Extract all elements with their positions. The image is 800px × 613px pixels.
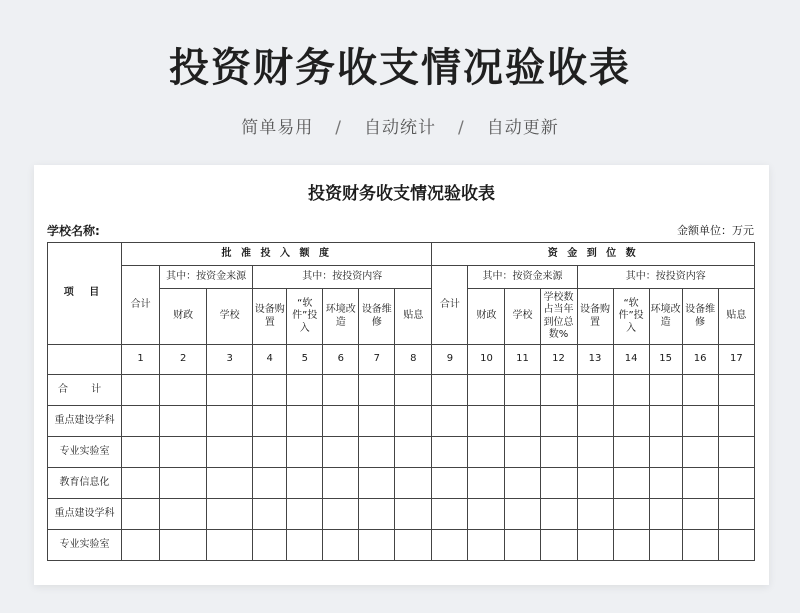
page-title: 投资财务收支情况验收表 [169,45,631,91]
column-number: 5 [287,345,323,375]
value-cell[interactable] [207,468,253,499]
value-cell[interactable] [359,437,395,468]
tag-easy: 简单易用 [241,118,314,138]
col-header: 学校 [207,289,253,345]
value-cell[interactable] [359,468,395,499]
col-header: 学校数占当年到位总数% [540,289,577,345]
value-cell[interactable] [395,499,432,530]
row-label: 专业实验室 [48,530,122,561]
value-cell[interactable] [207,406,253,437]
column-number: 16 [682,345,718,375]
value-cell[interactable] [432,530,468,561]
column-number-row [48,345,755,375]
column-number: 10 [468,345,505,375]
source-subheader: 其中：按资金来源 [468,266,577,289]
value-cell[interactable] [207,499,253,530]
content-subheader: 其中：按投资内容 [577,266,754,289]
value-cell[interactable] [649,468,682,499]
value-cell[interactable] [122,437,160,468]
value-cell[interactable] [253,406,287,437]
value-cell[interactable] [505,530,540,561]
source-subheader: 其中：按资金来源 [160,266,253,289]
row-label: 重点建设学科 [48,406,122,437]
value-cell[interactable] [323,437,359,468]
value-cell[interactable] [395,530,432,561]
table-row [48,437,755,468]
value-cell[interactable] [718,530,754,561]
value-cell[interactable] [432,375,468,406]
col-header: 贴息 [395,289,432,345]
tag-separator: / [335,118,342,138]
value-cell[interactable] [505,437,540,468]
value-cell[interactable] [122,499,160,530]
group-funds-header: 资 金 到 位 数 [432,243,755,266]
col-header: 设备购置 [253,289,287,345]
value-cell[interactable] [682,437,718,468]
value-cell[interactable] [540,437,577,468]
value-cell[interactable] [323,468,359,499]
value-cell[interactable] [718,499,754,530]
amount-unit-label: 金额单位：万元 [677,224,754,237]
value-cell[interactable] [160,499,207,530]
value-cell[interactable] [613,530,649,561]
value-cell[interactable] [577,375,613,406]
value-cell[interactable] [682,406,718,437]
column-number: 12 [540,345,577,375]
column-number: 2 [160,345,207,375]
column-number: 8 [395,345,432,375]
col-header: 环境改造 [649,289,682,345]
col-header: 设备维修 [682,289,718,345]
value-cell[interactable] [613,406,649,437]
value-cell[interactable] [468,530,505,561]
tag-separator: / [458,118,465,138]
value-cell[interactable] [122,468,160,499]
value-cell[interactable] [287,499,323,530]
column-number: 3 [207,345,253,375]
document-title: 投资财务收支情况验收表 [308,184,495,204]
value-cell[interactable] [468,375,505,406]
total-col-header: 合计 [122,266,160,345]
value-cell[interactable] [682,468,718,499]
value-cell[interactable] [577,530,613,561]
value-cell[interactable] [323,499,359,530]
row-label: 专业实验室 [48,437,122,468]
table-row [48,406,755,437]
column-number: 17 [718,345,754,375]
value-cell[interactable] [359,375,395,406]
value-cell[interactable] [253,499,287,530]
value-cell[interactable] [253,530,287,561]
value-cell[interactable] [540,468,577,499]
value-cell[interactable] [682,530,718,561]
value-cell[interactable] [253,468,287,499]
row-label: 教育信息化 [48,468,122,499]
table-row [48,375,755,406]
value-cell[interactable] [253,375,287,406]
value-cell[interactable] [718,468,754,499]
row-label: 重点建设学科 [48,499,122,530]
col-header: “软件”投入 [613,289,649,345]
value-cell[interactable] [649,499,682,530]
value-cell[interactable] [160,530,207,561]
value-cell[interactable] [540,375,577,406]
col-header: 财政 [160,289,207,345]
value-cell[interactable] [287,375,323,406]
col-header: 学校 [505,289,540,345]
value-cell[interactable] [577,499,613,530]
value-cell[interactable] [468,468,505,499]
value-cell[interactable] [287,468,323,499]
value-cell[interactable] [540,499,577,530]
value-cell[interactable] [160,468,207,499]
value-cell[interactable] [122,406,160,437]
value-cell[interactable] [468,437,505,468]
value-cell[interactable] [395,375,432,406]
value-cell[interactable] [359,499,395,530]
column-number: 11 [505,345,540,375]
feature-tags [0,113,800,138]
value-cell[interactable] [395,437,432,468]
value-cell[interactable] [122,375,160,406]
content-subheader: 其中：按投资内容 [253,266,432,289]
value-cell[interactable] [323,406,359,437]
value-cell[interactable] [613,499,649,530]
value-cell[interactable] [649,375,682,406]
value-cell[interactable] [359,530,395,561]
value-cell[interactable] [287,530,323,561]
column-number: 14 [613,345,649,375]
column-number: 4 [253,345,287,375]
value-cell[interactable] [468,406,505,437]
column-number: 7 [359,345,395,375]
col-header: “软件”投入 [287,289,323,345]
col-header: 环境改造 [323,289,359,345]
value-cell[interactable] [613,437,649,468]
value-cell[interactable] [577,406,613,437]
value-cell[interactable] [540,406,577,437]
value-cell[interactable] [323,530,359,561]
total-col-header: 合计 [432,266,468,345]
value-cell[interactable] [395,406,432,437]
col-header: 设备购置 [577,289,613,345]
value-cell[interactable] [540,530,577,561]
tag-auto-stat: 自动统计 [364,118,436,138]
value-cell[interactable] [505,406,540,437]
column-number: 6 [323,345,359,375]
table-row [48,468,755,499]
value-cell[interactable] [432,437,468,468]
value-cell[interactable] [122,530,160,561]
value-cell[interactable] [395,468,432,499]
value-cell[interactable] [718,437,754,468]
value-cell[interactable] [160,437,207,468]
col-header: 贴息 [718,289,754,345]
column-number: 15 [649,345,682,375]
value-cell[interactable] [253,437,287,468]
column-number: 13 [577,345,613,375]
value-cell[interactable] [323,375,359,406]
value-cell[interactable] [577,437,613,468]
value-cell[interactable] [287,406,323,437]
value-cell[interactable] [468,499,505,530]
value-cell[interactable] [160,406,207,437]
value-cell[interactable] [207,530,253,561]
value-cell[interactable] [207,375,253,406]
value-cell[interactable] [613,468,649,499]
value-cell[interactable] [505,499,540,530]
value-cell[interactable] [682,499,718,530]
tag-auto-update: 自动更新 [486,118,559,138]
value-cell[interactable] [207,437,253,468]
school-name-label: 学校名称: [47,224,100,238]
group-approved-header: 批 准 投 入 额 度 [122,243,432,266]
value-cell[interactable] [359,406,395,437]
value-cell[interactable] [649,437,682,468]
value-cell[interactable] [160,375,207,406]
item-header: 项 目 [48,243,122,345]
value-cell[interactable] [432,406,468,437]
value-cell[interactable] [613,375,649,406]
value-cell[interactable] [718,375,754,406]
value-cell[interactable] [505,375,540,406]
acceptance-table [47,242,755,561]
table-body [48,375,755,561]
value-cell[interactable] [682,375,718,406]
value-cell[interactable] [505,468,540,499]
column-number: 9 [432,345,468,375]
spreadsheet-preview [34,165,769,585]
value-cell[interactable] [577,468,613,499]
cell[interactable] [48,345,122,375]
table-row [48,530,755,561]
row-label: 合 计 [48,375,122,406]
value-cell[interactable] [432,499,468,530]
value-cell[interactable] [432,468,468,499]
value-cell[interactable] [649,406,682,437]
value-cell[interactable] [287,437,323,468]
col-header: 财政 [468,289,505,345]
value-cell[interactable] [718,406,754,437]
column-number: 1 [122,345,160,375]
value-cell[interactable] [649,530,682,561]
table-row [48,499,755,530]
col-header: 设备维修 [359,289,395,345]
